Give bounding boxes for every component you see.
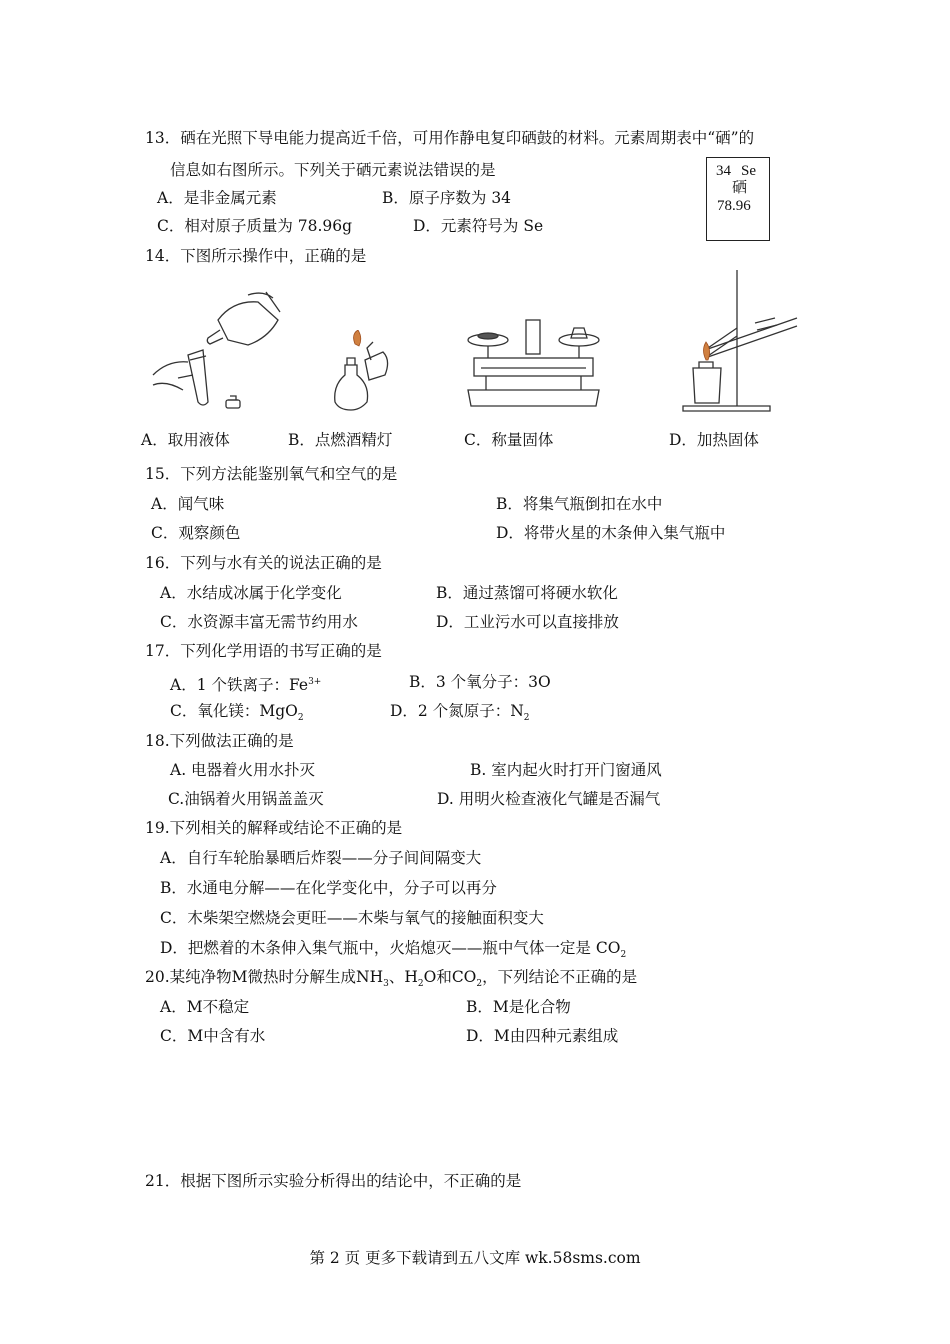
q14-caption-d: D．加热固体 xyxy=(669,431,759,449)
element-name: 硒 xyxy=(732,180,748,196)
q18-option-b: B. 室内起火时打开门窗通风 xyxy=(470,761,662,779)
q14-caption-b: B．点燃酒精灯 xyxy=(288,431,393,449)
element-mass: 78.96 xyxy=(717,198,751,214)
q20-sub1: 3 xyxy=(383,979,389,990)
q16-stem: 16．下列与水有关的说法正确的是 xyxy=(145,554,382,572)
q16-option-b: B．通过蒸馏可将硬水软化 xyxy=(436,584,618,602)
q20-stem-c: O和CO xyxy=(423,968,477,986)
q18-option-a: A. 电器着火用水扑灭 xyxy=(170,761,316,779)
q19-option-c: C．木柴架空燃烧会更旺——木柴与氧气的接触面积变大 xyxy=(160,909,544,927)
q19-option-b: B．水通电分解——在化学变化中，分子可以再分 xyxy=(160,879,497,897)
q19-option-d xyxy=(160,938,626,965)
q20-stem-b: 、H xyxy=(388,968,418,986)
q18-option-c: C.油锅着火用锅盖盖灭 xyxy=(168,790,324,808)
q17-stem: 17．下列化学用语的书写正确的是 xyxy=(145,642,382,660)
q17-option-b: B．3 个氧分子：3O xyxy=(409,673,551,691)
q20-option-c: C．M中含有水 xyxy=(160,1027,266,1045)
element-number: 34 xyxy=(716,163,731,179)
q15-stem: 15．下列方法能鉴别氧气和空气的是 xyxy=(145,465,398,483)
q15-option-d: D．将带火星的木条伸入集气瓶中 xyxy=(496,524,726,542)
q17-option-c-text: C．氧化镁：MgO xyxy=(170,702,298,720)
q19-option-d-text: D．把燃着的木条伸入集气瓶中，火焰熄灭——瓶中气体一定是 CO xyxy=(160,939,621,957)
heating-solid-figure xyxy=(675,268,803,413)
q17-option-c xyxy=(170,701,304,728)
q15-option-a: A．闻气味 xyxy=(151,495,225,513)
element-symbol: Se xyxy=(741,163,756,179)
selenium-element-box xyxy=(706,157,770,241)
q13-stem-line2: 信息如右图所示。下列关于硒元素说法错误的是 xyxy=(170,161,496,179)
q20-sub2: 2 xyxy=(417,979,424,990)
q17-option-d-text: D．2 个氮原子：N xyxy=(390,702,524,720)
q17-option-a-text: A．1 个铁离子：Fe xyxy=(170,676,309,695)
q20-stem-a: 20.某纯净物M微热时分解生成NH xyxy=(145,968,384,986)
q19-option-d-sub: 2 xyxy=(620,950,627,961)
q17-option-a-charge: 3+ xyxy=(308,677,322,687)
q18-option-d: D. 用明火检查液化气罐是否漏气 xyxy=(437,790,661,808)
q19-stem: 19.下列相关的解释或结论不正确的是 xyxy=(145,819,403,837)
alcohol-lamp-lighting-figure xyxy=(325,330,395,415)
q17-option-c-sub: 2 xyxy=(297,713,304,724)
q15-option-c: C．观察颜色 xyxy=(151,524,241,542)
q20-stem-d: ，下列结论不正确的是 xyxy=(482,968,638,986)
q15-option-b: B．将集气瓶倒扣在水中 xyxy=(496,495,663,513)
q19-option-a: A．自行车轮胎暴晒后炸裂——分子间间隔变大 xyxy=(160,849,482,867)
q20-option-b: B．M是化合物 xyxy=(466,998,571,1016)
page-footer: 第 2 页 更多下载请到五八文库 wk.58sms.com xyxy=(309,1249,641,1267)
q17-option-a xyxy=(170,672,321,695)
q14-caption-c: C．称量固体 xyxy=(464,431,554,449)
q13-option-d: D．元素符号为 Se xyxy=(413,217,544,235)
q16-option-a: A．水结成冰属于化学变化 xyxy=(160,584,342,602)
q13-option-a: A．是非金属元素 xyxy=(157,189,277,207)
q20-stem xyxy=(145,967,637,994)
q20-sub3: 2 xyxy=(476,979,483,990)
q14-stem: 14．下图所示操作中，正确的是 xyxy=(145,247,367,265)
q17-option-d-sub: 2 xyxy=(523,713,530,724)
balance-weighing-figure xyxy=(466,318,601,413)
q14-caption-a: A．取用液体 xyxy=(141,431,230,449)
q13-stem-line1: 13．硒在光照下导电能力提高近千倍，可用作静电复印硒鼓的材料。元素周期表中“硒”的 xyxy=(145,129,755,147)
q20-option-a: A．M不稳定 xyxy=(160,998,250,1016)
q13-option-b: B．原子序数为 34 xyxy=(382,189,512,207)
q16-option-c: C．水资源丰富无需节约用水 xyxy=(160,613,358,631)
q18-stem: 18.下列做法正确的是 xyxy=(145,732,294,750)
pouring-liquid-figure xyxy=(148,290,288,415)
q21-stem: 21．根据下图所示实验分析得出的结论中，不正确的是 xyxy=(145,1172,522,1190)
q13-option-c: C．相对原子质量为 78.96g xyxy=(157,217,353,235)
q16-option-d: D．工业污水可以直接排放 xyxy=(436,613,619,631)
q17-option-d xyxy=(390,701,530,728)
q20-option-d: D．M由四种元素组成 xyxy=(466,1027,619,1045)
